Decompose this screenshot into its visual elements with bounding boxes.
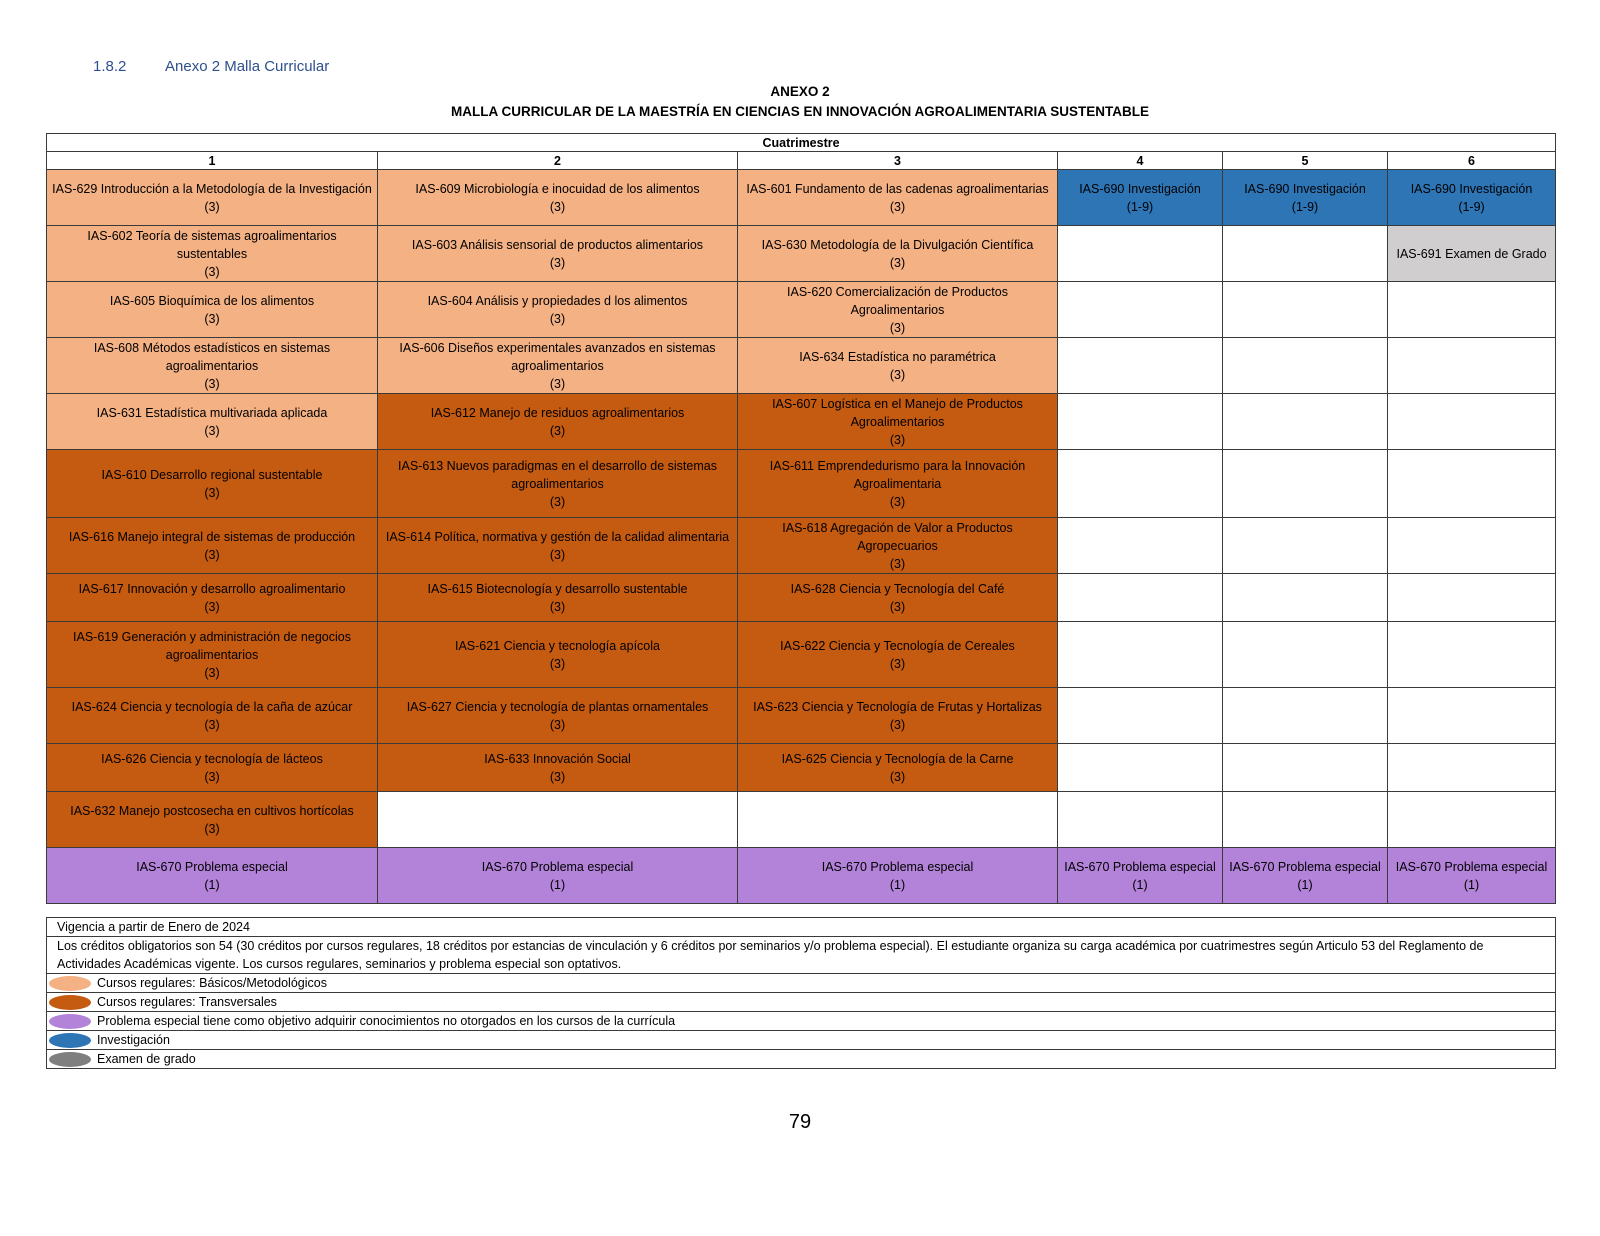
empty-cell (1058, 450, 1223, 518)
course-credits: (3) (204, 199, 220, 214)
course-name: IAS-634 Estadística no paramétrica (799, 349, 996, 364)
curriculum-title: MALLA CURRICULAR DE LA MAESTRÍA EN CIENCIAS EN INNOVACIÓN AGROALIMENTARIA SUSTENTABLE (451, 104, 1149, 119)
course-credits: (1) (1297, 877, 1313, 892)
course-name: IAS-621 Ciencia y tecnología apícola (455, 638, 660, 653)
section-title: Anexo 2 Malla Curricular (165, 58, 330, 75)
legend-item (47, 993, 1556, 1012)
empty-cell (1388, 450, 1556, 518)
legend-swatch-icon (49, 995, 91, 1010)
column-header-row (47, 152, 1556, 170)
course-credits: (3) (204, 821, 220, 836)
table-row (47, 338, 1556, 394)
course-cell (738, 848, 1058, 904)
course-cell (738, 338, 1058, 394)
course-name: IAS-670 Problema especial (136, 859, 288, 874)
course-name: IAS-691 Examen de Grado (1396, 246, 1547, 261)
course-credits: (3) (204, 599, 220, 614)
empty-cell (1388, 792, 1556, 848)
course-name: IAS-622 Ciencia y Tecnología de Cereales (780, 638, 1015, 653)
course-name: IAS-608 Métodos estadísticos en sistemas agroalimentarios (93, 340, 331, 373)
course-credits: (3) (549, 423, 566, 438)
course-name: IAS-626 Ciencia y tecnología de lácteos (101, 751, 323, 766)
course-name: IAS-630 Metodología de la Divulgación Científica (761, 237, 1034, 252)
course-name: IAS-613 Nuevos paradigmas en el desarrollo de sistemas agroalimentarios (398, 458, 717, 491)
course-credits: (3) (204, 423, 220, 438)
course-cell (378, 744, 738, 792)
course-credits: (3) (549, 494, 566, 509)
course-cell (47, 170, 378, 226)
course-cell (738, 394, 1058, 450)
course-credits: (3) (889, 255, 906, 270)
empty-cell (1058, 338, 1223, 394)
vigencia-note: Vigencia a partir de Enero de 2024 (47, 918, 1556, 937)
empty-cell (1223, 574, 1388, 622)
course-name: IAS-690 Investigación (1079, 181, 1201, 196)
empty-cell (1058, 282, 1223, 338)
course-cell (378, 282, 738, 338)
course-name: IAS-632 Manejo postcosecha en cultivos hortícolas (70, 803, 354, 818)
legend-item (47, 1050, 1556, 1069)
course-cell (378, 226, 738, 282)
course-name: IAS-625 Ciencia y Tecnología de la Carne (781, 751, 1014, 766)
course-name: IAS-627 Ciencia y tecnología de plantas ornamentales (406, 699, 709, 714)
course-cell (378, 622, 738, 688)
course-cell (1058, 848, 1223, 904)
table-row (47, 688, 1556, 744)
course-credits: (1-9) (1458, 199, 1485, 214)
empty-cell (1223, 450, 1388, 518)
course-name: IAS-606 Diseños experimentales avanzados en sistemas agroalimentarios (399, 340, 716, 373)
empty-cell (1223, 282, 1388, 338)
course-cell (378, 338, 738, 394)
empty-cell (1388, 574, 1556, 622)
legend-label: Investigación (97, 1033, 170, 1047)
table-row (47, 848, 1556, 904)
course-name: IAS-670 Problema especial (481, 859, 634, 874)
table-row (47, 792, 1556, 848)
empty-cell (1058, 622, 1223, 688)
course-name: IAS-620 Comercialización de Productos Agroalimentarios (787, 284, 1008, 317)
course-credits: (1) (1132, 877, 1148, 892)
empty-cell (1388, 394, 1556, 450)
course-cell (1388, 170, 1556, 226)
course-name: IAS-609 Microbiología e inocuidad de los alimentos (415, 181, 700, 196)
course-credits: (3) (889, 717, 906, 732)
course-credits: (3) (889, 556, 906, 571)
course-cell (47, 394, 378, 450)
course-name: IAS-618 Agregación de Valor a Productos Agropecuarios (782, 520, 1013, 553)
course-name: IAS-623 Ciencia y Tecnología de Frutas y Hortalizas (753, 699, 1042, 714)
empty-cell (1223, 226, 1388, 282)
annex-title: ANEXO 2 (770, 84, 830, 99)
empty-cell (1388, 282, 1556, 338)
empty-cell (1223, 688, 1388, 744)
course-credits: (1) (204, 877, 220, 892)
course-cell (378, 574, 738, 622)
course-credits: (3) (549, 547, 566, 562)
legend-row (47, 1031, 1556, 1050)
course-name: IAS-633 Innovación Social (484, 751, 631, 766)
course-cell (1388, 226, 1556, 282)
course-credits: (3) (549, 717, 566, 732)
course-credits: (3) (549, 656, 566, 671)
course-name: IAS-670 Problema especial (1064, 859, 1216, 874)
course-name: IAS-611 Emprendedurismo para la Innovación Agroalimentaria (769, 458, 1026, 491)
course-cell (47, 744, 378, 792)
course-cell (1058, 170, 1223, 226)
empty-cell (1223, 518, 1388, 574)
course-name: IAS-628 Ciencia y Tecnología del Café (790, 581, 1005, 596)
course-credits: (3) (549, 311, 566, 326)
legend-swatch-icon (49, 1014, 91, 1029)
course-credits: (3) (204, 665, 220, 680)
table-row (47, 450, 1556, 518)
legend-row (47, 993, 1556, 1012)
legend-swatch-icon (49, 976, 91, 991)
empty-cell (1058, 394, 1223, 450)
legend-item (47, 1031, 1556, 1050)
table-row (47, 170, 1556, 226)
notes-table (46, 917, 1556, 1069)
table-row (47, 574, 1556, 622)
column-header-3: 3 (738, 152, 1058, 170)
section-heading (93, 58, 329, 75)
table-row (47, 518, 1556, 574)
empty-cell (1058, 574, 1223, 622)
course-name: IAS-610 Desarrollo regional sustentable (101, 467, 323, 482)
empty-cell (1058, 518, 1223, 574)
course-credits: (3) (549, 376, 566, 391)
course-name: IAS-602 Teoría de sistemas agroalimentarios sustentables (87, 228, 337, 261)
course-name: IAS-670 Problema especial (1229, 859, 1381, 874)
course-credits: (3) (889, 769, 906, 784)
course-credits: (3) (889, 199, 906, 214)
curriculum-table (46, 133, 1556, 904)
course-name: IAS-614 Política, normativa y gestión de la calidad alimentaria (385, 529, 730, 544)
course-credits: (3) (204, 485, 220, 500)
course-cell (378, 518, 738, 574)
legend-swatch-icon (49, 1052, 91, 1067)
course-cell (378, 848, 738, 904)
empty-cell (1388, 688, 1556, 744)
course-name: IAS-624 Ciencia y tecnología de la caña de azúcar (71, 699, 353, 714)
column-header-1: 1 (47, 152, 378, 170)
course-cell (738, 170, 1058, 226)
legend-row (47, 1012, 1556, 1031)
course-name: IAS-629 Introducción a la Metodología de la Investigación (52, 181, 372, 196)
course-credits: (3) (549, 255, 566, 270)
legend-label: Problema especial tiene como objetivo adquirir conocimientos no otorgados en los cursos de la currícula (97, 1014, 676, 1028)
column-header-6: 6 (1388, 152, 1556, 170)
course-name: IAS-615 Biotecnología y desarrollo sustentable (427, 581, 688, 596)
course-cell (738, 574, 1058, 622)
course-credits: (1-9) (1126, 199, 1154, 214)
empty-cell (738, 792, 1058, 848)
course-cell (47, 518, 378, 574)
course-cell (738, 744, 1058, 792)
course-cell (47, 450, 378, 518)
legend-row (47, 974, 1556, 993)
course-credits: (1) (1463, 877, 1480, 892)
table-row (47, 394, 1556, 450)
course-name: IAS-690 Investigación (1244, 181, 1366, 196)
course-cell (47, 574, 378, 622)
legend-label: Cursos regulares: Básicos/Metodológicos (97, 976, 327, 990)
table-row (47, 622, 1556, 688)
course-cell (378, 688, 738, 744)
course-credits: (3) (549, 199, 566, 214)
course-credits: (3) (889, 599, 906, 614)
course-cell (378, 170, 738, 226)
credits-note: Los créditos obligatorios son 54 (30 créditos por cursos regulares, 18 créditos por estancias de vinculación y 6 créditos por seminarios y/o problema especial). El estudiante organiza su carga académica por cuatrimestres según Articulo 53 del Reglamento de Actividades Académicas vigente. Los cursos regulares, seminarios y problema especial son optativos. (47, 937, 1556, 974)
section-number: 1.8.2 (93, 58, 127, 75)
course-credits: (3) (549, 769, 566, 784)
course-credits: (3) (204, 769, 220, 784)
course-cell (738, 518, 1058, 574)
empty-cell (1058, 688, 1223, 744)
course-credits: (3) (889, 432, 906, 447)
empty-cell (1388, 518, 1556, 574)
legend-swatch-icon (49, 1033, 91, 1048)
course-name: IAS-616 Manejo integral de sistemas de producción (68, 529, 356, 544)
column-header-5: 5 (1223, 152, 1388, 170)
course-credits: (3) (889, 494, 906, 509)
course-cell (47, 226, 378, 282)
course-name: IAS-603 Análisis sensorial de productos alimentarios (411, 237, 704, 252)
course-cell (738, 622, 1058, 688)
course-cell (738, 688, 1058, 744)
course-name: IAS-604 Análisis y propiedades d los alimentos (427, 293, 688, 308)
table-row (47, 226, 1556, 282)
empty-cell (1223, 792, 1388, 848)
course-credits: (3) (204, 547, 220, 562)
column-header-4: 4 (1058, 152, 1223, 170)
course-cell (47, 792, 378, 848)
empty-cell (1223, 744, 1388, 792)
legend-item (47, 974, 1556, 993)
empty-cell (1388, 338, 1556, 394)
empty-cell (1058, 226, 1223, 282)
course-cell (378, 394, 738, 450)
table-row (47, 744, 1556, 792)
legend-item (47, 1012, 1556, 1031)
course-cell (47, 282, 378, 338)
course-credits: (3) (889, 656, 906, 671)
course-name: IAS-690 Investigación (1410, 181, 1533, 196)
course-name: IAS-617 Innovación y desarrollo agroalimentario (78, 581, 346, 596)
course-name: IAS-612 Manejo de residuos agroalimentarios (430, 405, 685, 420)
empty-cell (1223, 338, 1388, 394)
course-cell (738, 282, 1058, 338)
empty-cell (1388, 744, 1556, 792)
course-cell (738, 226, 1058, 282)
course-cell (47, 848, 378, 904)
course-name: IAS-631 Estadística multivariada aplicada (96, 405, 328, 420)
course-credits: (3) (204, 264, 220, 279)
empty-cell (1388, 622, 1556, 688)
course-credits: (3) (549, 599, 566, 614)
course-name: IAS-605 Bioquímica de los alimentos (109, 293, 315, 308)
course-cell (738, 450, 1058, 518)
course-name: IAS-670 Problema especial (1395, 859, 1548, 874)
course-cell (47, 622, 378, 688)
empty-cell (1058, 792, 1223, 848)
course-name: IAS-670 Problema especial (821, 859, 974, 874)
empty-cell (378, 792, 738, 848)
course-name: IAS-601 Fundamento de las cadenas agroalimentarias (746, 181, 1049, 196)
course-credits: (1) (889, 877, 906, 892)
course-credits: (3) (889, 367, 906, 382)
course-credits: (3) (204, 717, 220, 732)
course-credits: (3) (204, 376, 220, 391)
course-credits: (1-9) (1291, 199, 1319, 214)
empty-cell (1223, 394, 1388, 450)
course-cell (47, 338, 378, 394)
course-cell (47, 688, 378, 744)
legend-label: Cursos regulares: Transversales (97, 995, 277, 1009)
course-cell (1223, 848, 1388, 904)
course-credits: (1) (549, 877, 566, 892)
table-row (47, 282, 1556, 338)
course-name: IAS-619 Generación y administración de negocios agroalimentarios (73, 629, 351, 662)
course-credits: (3) (204, 311, 220, 326)
legend-row (47, 1050, 1556, 1069)
empty-cell (1223, 622, 1388, 688)
legend-label: Examen de grado (97, 1052, 196, 1066)
empty-cell (1058, 744, 1223, 792)
course-credits: (3) (889, 320, 906, 335)
course-name: IAS-607 Logística en el Manejo de Productos Agroalimentarios (772, 396, 1023, 429)
cuatrimestre-header: Cuatrimestre (47, 134, 1556, 152)
page-number: 79 (788, 1111, 812, 1133)
course-cell (1223, 170, 1388, 226)
course-cell (378, 450, 738, 518)
course-cell (1388, 848, 1556, 904)
column-header-2: 2 (378, 152, 738, 170)
